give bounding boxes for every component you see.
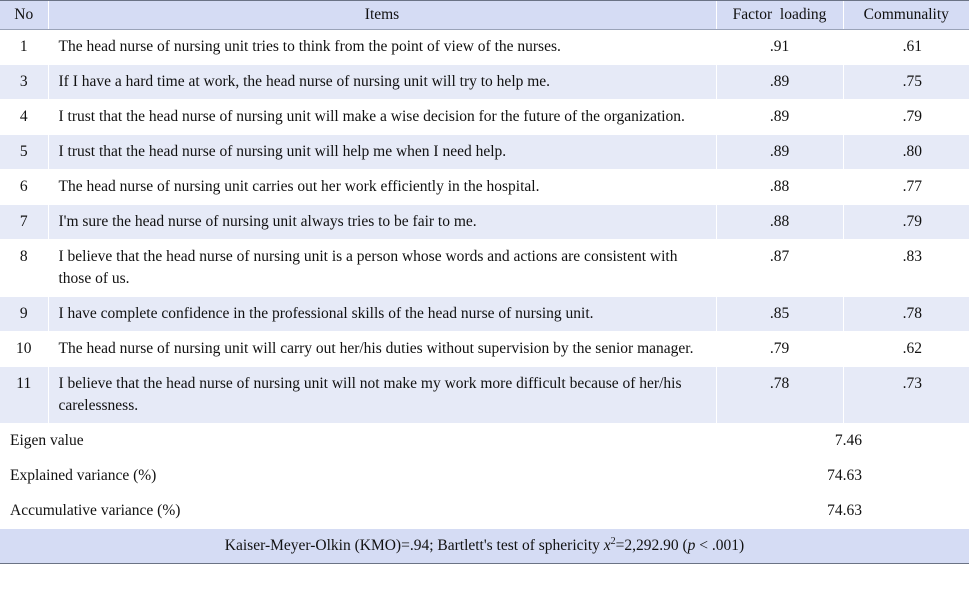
row-item: The head nurse of nursing unit will carry out her/his duties without supervision by the senior manager. xyxy=(48,332,716,367)
row-communality: .75 xyxy=(843,65,969,100)
row-item: I'm sure the head nurse of nursing unit always tries to be fair to me. xyxy=(48,205,716,240)
stat-label: Explained variance (%) xyxy=(0,459,716,494)
row-factor-loading: .87 xyxy=(716,240,843,297)
row-communality: .79 xyxy=(843,100,969,135)
row-factor-loading: .89 xyxy=(716,65,843,100)
header-communality: Communality xyxy=(843,1,969,30)
stat-label: Eigen value xyxy=(0,424,716,459)
table-row xyxy=(0,205,969,240)
row-item: If I have a hard time at work, the head nurse of nursing unit will try to help me. xyxy=(48,65,716,100)
row-no: 6 xyxy=(0,170,48,205)
table-row xyxy=(0,332,969,367)
row-communality: .83 xyxy=(843,240,969,297)
table-row xyxy=(0,65,969,100)
p-symbol: p xyxy=(687,537,696,554)
table-row xyxy=(0,367,969,424)
header-factor-loading: Factor loading xyxy=(716,1,843,30)
table-row xyxy=(0,297,969,332)
row-factor-loading: .89 xyxy=(716,135,843,170)
table-body xyxy=(0,30,969,564)
chi-square-value: =2,292.90 ( xyxy=(615,537,688,554)
stat-label: Accumulative variance (%) xyxy=(0,494,716,529)
row-communality: .62 xyxy=(843,332,969,367)
table-row xyxy=(0,100,969,135)
row-factor-loading: .89 xyxy=(716,100,843,135)
stat-row-accumulative-variance xyxy=(0,494,969,529)
row-no: 3 xyxy=(0,65,48,100)
p-value: < .001) xyxy=(695,537,745,554)
row-no: 1 xyxy=(0,30,48,65)
row-item: I trust that the head nurse of nursing unit will help me when I need help. xyxy=(48,135,716,170)
kmo-footer-row xyxy=(0,529,969,564)
row-factor-loading: .91 xyxy=(716,30,843,65)
kmo-footer xyxy=(0,529,969,564)
stat-value: 74.63 xyxy=(716,459,969,494)
kmo-text: Kaiser-Meyer-Olkin (KMO)=.94; Bartlett's test of sphericity xyxy=(224,537,604,554)
row-no: 10 xyxy=(0,332,48,367)
table-row xyxy=(0,240,969,297)
header-no: No xyxy=(0,1,48,30)
row-communality: .78 xyxy=(843,297,969,332)
row-item: The head nurse of nursing unit carries out her work efficiently in the hospital. xyxy=(48,170,716,205)
row-communality: .79 xyxy=(843,205,969,240)
stat-row-explained-variance xyxy=(0,459,969,494)
chi-square-symbol: x xyxy=(603,537,611,554)
row-no: 4 xyxy=(0,100,48,135)
row-factor-loading: .88 xyxy=(716,205,843,240)
table-row xyxy=(0,170,969,205)
stat-value: 7.46 xyxy=(716,424,969,459)
row-factor-loading: .79 xyxy=(716,332,843,367)
stat-row-eigen-value xyxy=(0,424,969,459)
row-item: I believe that the head nurse of nursing unit will not make my work more difficult because of her/his carelessness. xyxy=(48,367,716,424)
row-communality: .77 xyxy=(843,170,969,205)
row-item: The head nurse of nursing unit tries to think from the point of view of the nurses. xyxy=(48,30,716,65)
table-row xyxy=(0,135,969,170)
table-row xyxy=(0,30,969,65)
row-item: I have complete confidence in the professional skills of the head nurse of nursing unit. xyxy=(48,297,716,332)
row-no: 8 xyxy=(0,240,48,297)
row-no: 7 xyxy=(0,205,48,240)
chi-square-power: 2 xyxy=(610,536,616,547)
row-communality: .61 xyxy=(843,30,969,65)
row-item: I trust that the head nurse of nursing unit will make a wise decision for the future of the organization. xyxy=(48,100,716,135)
row-factor-loading: .78 xyxy=(716,367,843,424)
header-items: Items xyxy=(48,1,716,30)
row-no: 9 xyxy=(0,297,48,332)
row-factor-loading: .85 xyxy=(716,297,843,332)
row-item: I believe that the head nurse of nursing unit is a person whose words and actions are consistent with those of us. xyxy=(48,240,716,297)
row-communality: .73 xyxy=(843,367,969,424)
row-communality: .80 xyxy=(843,135,969,170)
table-header xyxy=(0,1,969,30)
row-factor-loading: .88 xyxy=(716,170,843,205)
row-no: 11 xyxy=(0,367,48,424)
row-no: 5 xyxy=(0,135,48,170)
stat-value: 74.63 xyxy=(716,494,969,529)
